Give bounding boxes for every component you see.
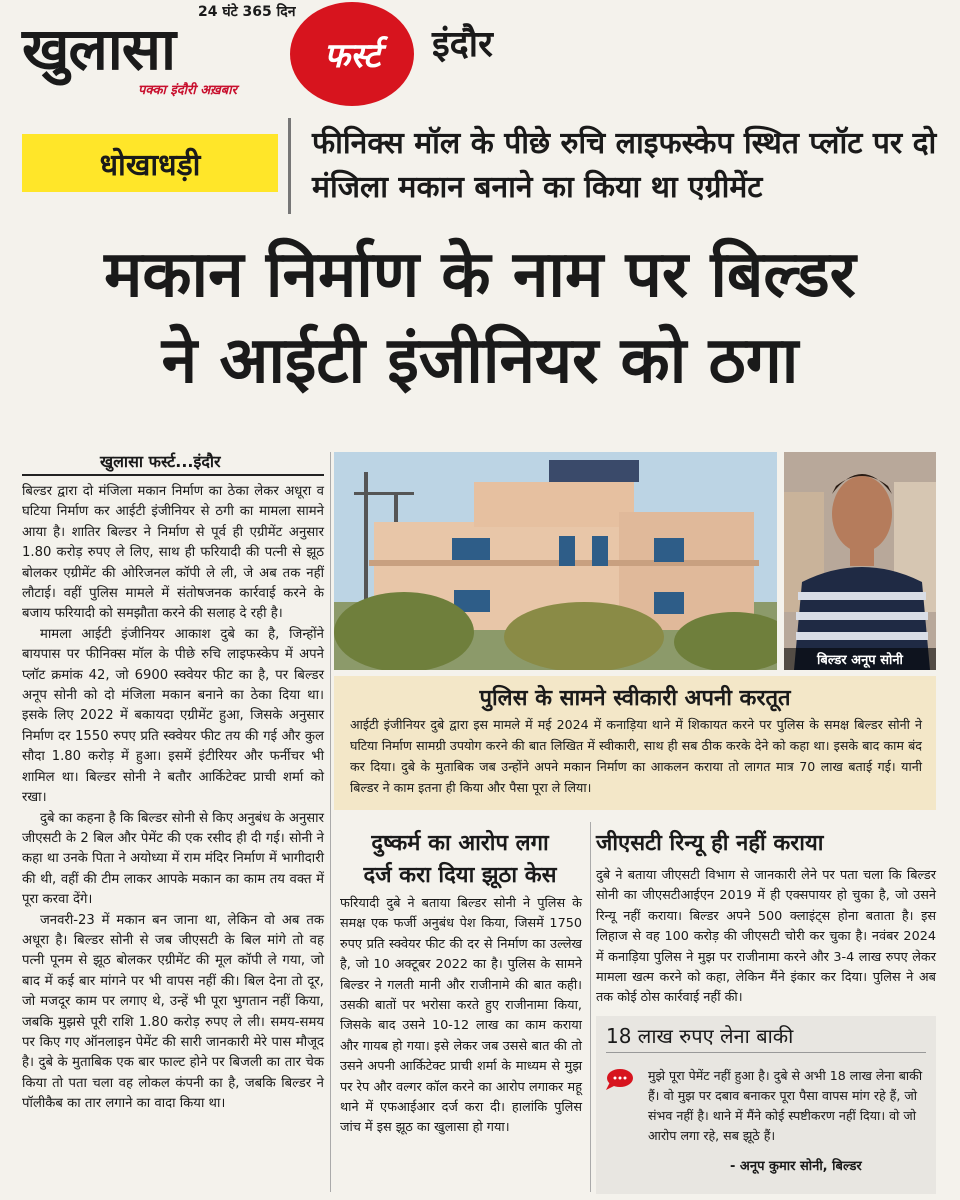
house-photo (334, 452, 777, 670)
middle-title-line-1: दुष्कर्म का आरोप लगा (371, 831, 549, 856)
left-column (22, 482, 324, 1115)
middle-section-title (340, 828, 580, 892)
police-box-title: पुलिस के सामने स्वीकारी अपनी करतूत (479, 686, 791, 711)
category-kicker: धोखाधड़ी (22, 134, 278, 192)
left-para-3: दुबे का कहना है कि बिल्डर सोनी से किए अनुबंध के अनुसार जीएसटी के 2 बिल और पेमेंट की एक रसीद ही दी गई। सोनी ने कहा था उनके पिता ने अयोध्या में राम मंदिर निर्माण में भागीदारी की थी, वहीं की टीम लाकर आपके मकान का काम तय वक्त में पूरा करवा देंगे। (22, 810, 324, 908)
byline: खुलासा फर्स्ट...इंदौर (100, 452, 221, 471)
column-divider-left (330, 452, 331, 1192)
middle-title-line-2: दर्ज करा दिया झूठा केस (363, 863, 557, 888)
byline-rule (22, 474, 324, 476)
main-headline (0, 232, 960, 404)
headline-line-1: मकान निर्माण के नाम पर बिल्डर (104, 238, 856, 312)
headline-line-2: ने आईटी इंजीनियर को ठगा (161, 324, 799, 398)
masthead-logo-text: फर्स्ट (323, 36, 381, 76)
masthead-tagline: 24 घंटे 365 दिन (198, 4, 296, 20)
portrait-illustration (784, 452, 936, 670)
column-divider-right (590, 822, 591, 1192)
left-para-1: बिल्डर द्वारा दो मंजिला मकान निर्माण का ठेका लेकर अधूरा व घटिया निर्माण कर आईटी इंजीनियर से ठगी का मामला सामने आया है। शातिर बिल्डर ने निर्माण से पूर्व ही एग्रीमेंट अनुसार 1.80 करोड़ रुपए ले लिए, साथ ही फरियादी की पत्नी से झूठ बोलकर एग्रीमेंट की ओरिजनल कॉपी ले ली, जे अब तक नहीं लौटाई। वहीं पुलिस मामले में संतोषजनक कार्रवाई करने के बजाय फरियादी को समझौता करने की सलाह दे रही है। (22, 484, 324, 622)
masthead-logo-circle (290, 2, 414, 106)
builder-portrait (784, 452, 936, 670)
quote-box-title: 18 लाख रुपए लेना बाकी (606, 1024, 794, 1048)
deck-subheadline: फीनिक्स मॉल के पीछे रुचि लाइफस्केप स्थित प्लॉट पर दो मंजिला मकान बनाने का किया था एग्रीमेंट (312, 126, 937, 205)
right-section-title: जीएसटी रिन्यू ही नहीं कराया (596, 831, 824, 856)
masthead-brand-sub: पक्का इंदौरी अख़बार (138, 83, 237, 98)
quote-text: मुझे पूरा पेमेंट नहीं हुआ है। दुबे से अभी 18 लाख लेना बाकी हैं। वो मुझ पर दबाव बनाकर पूरा पैसा वापस मांग रहे हैं, जो संभव नहीं है। थाने में मैंने कोई स्पष्टीकरण नहीं दिया। वो जो आरोप लगा रहे, सब झूठे हैं। (648, 1068, 923, 1143)
quote-box-rule (606, 1052, 926, 1053)
right-section-text: दुबे ने बताया जीएसटी विभाग से जानकारी लेने पर पता चला कि बिल्डर सोनी का जीएसटीआईएन 2019 में ही एक्सपायर हो चुका है, जो उसने रिन्यू नहीं कराया। बिल्डर अपने 500 क्लाइंट्स होना बताता है। इस लिहाज से वह 100 करोड़ की जीएसटी चोरी कर चुका है। नवंबर 2024 में कनाड़िया पुलिस ने मुझ पर राजीनामा करने और 3-4 लाख रुपए लेकर मामला खत्म करने को कहा, लेकिन मैंने इंकार कर दिया। पुलिस ने अब तक कोई ठोस कार्रवाई नहीं की। (596, 868, 936, 1006)
kicker-divider (288, 118, 291, 214)
middle-section-text: फरियादी दुबे ने बताया बिल्डर सोनी ने पुलिस के समक्ष एक फर्जी अनुबंध पेश किया, जिसमें 1750 रुपए प्रति स्क्वेयर फीट की दर से निर्माण का उल्लेख है, जो 10 अक्टूबर 2022 का है। पुलिस के सामने बिल्डर ने गलती मानी और राजीनामे की बात कही। उसकी बातों पर भरोसा करते हुए राजीनामा किया, जिसके बाद उसने 10-12 लाख का काम कराया और गायब हो गया। इसे लेकर जब उससे बात की तो उसने अपनी आर्किटेक्ट प्राची शर्मा के माध्यम से मुझ पर रेप और वल्गर कॉल करने का आरोप लगाकर महू थाने में एफआईआर दर्ज करा दी। हालांकि पुलिस जांच में इस झूठ का खुलासा हो गया। (340, 896, 582, 1136)
left-para-4: जनवरी-23 में मकान बन जाना था, लेकिन वो अब तक अधूरा है। बिल्डर सोनी से जब जीएसटी के बिल मांगे तो वह पत्नी पूनम से झूठ बोलकर एग्रीमेंट की मूल कॉपी ले गया, जो बाद में कई बार मांगने पर भी वापस नहीं की। बिल देना तो दूर, जो मजदूर काम पर लगाए थे, उन्हें भी पूरा भुगतान नहीं किया, जबकि मुझसे पूरी राशि 1.80 करोड़ रुपए ले ली। समय-समय पर किए गए ऑनलाइन पेमेंट की सारी जानकारी मेरे पास मौजूद है। दुबे के मुताबिक एक बार फाल्ट होने पर बिजली का तार चेक किया तो पता चला वह लोकल कंपनी का है, जबकि बिल्डर ने पॉलीकैब का तार लगाने का वादा किया था। (22, 912, 324, 1112)
speech-bubble-icon (604, 1068, 634, 1092)
house-illustration (334, 452, 777, 670)
police-box-text: आईटी इंजीनियर दुबे द्वारा इस मामले में मई 2024 में कनाड़िया थाने में शिकायत करने पर पुलिस के समक्ष बिल्डर सोनी ने घटिया निर्माण सामग्री उपयोग करने की बात लिखित में स्वीकारी, साथ ही सब ठीक करके देने को कहा था। इसके बाद काम बंद कर दिया। दुबे के मुताबिक जब उन्होंने अपने मकान निर्माण का आकलन कराया तो लागत मात्र 70 लाख बताई गई। यानी बिल्डर ने काम इतना ही किया और पैसा पूरा ले लिया। (350, 717, 922, 795)
masthead-brand: खुलासा (22, 15, 176, 83)
quote-attribution: - अनूप कुमार सोनी, बिल्डर (730, 1159, 862, 1174)
portrait-caption: बिल्डर अनूप सोनी (784, 648, 936, 670)
left-para-2: मामला आईटी इंजीनियर आकाश दुबे का है, जिन्होंने बायपास पर फीनिक्स मॉल के पीछे रुचि लाइफस्केप में अपने प्लॉट क्रमांक 42, जो 6900 स्क्वेयर फीट का है, पर बिल्डर अनूप सोनी को दो मंजिला मकान बनाने का ठेका दिया था। इसके लिए 2022 में बकायदा एग्रीमेंट हुआ, जिसके अनुसार निर्माण दर 1550 रुपए प्रति स्क्वेयर फीट तय की गई और कुल सौदा 1.80 करोड़ में हुआ। इसमें इंटीरियर और फर्नीचर भी शामिल था। बिल्डर सोनी ने बतौर आर्किटेक्ट प्राची शर्मा को रखा। (22, 626, 324, 806)
edition-city: इंदौर (432, 24, 493, 65)
